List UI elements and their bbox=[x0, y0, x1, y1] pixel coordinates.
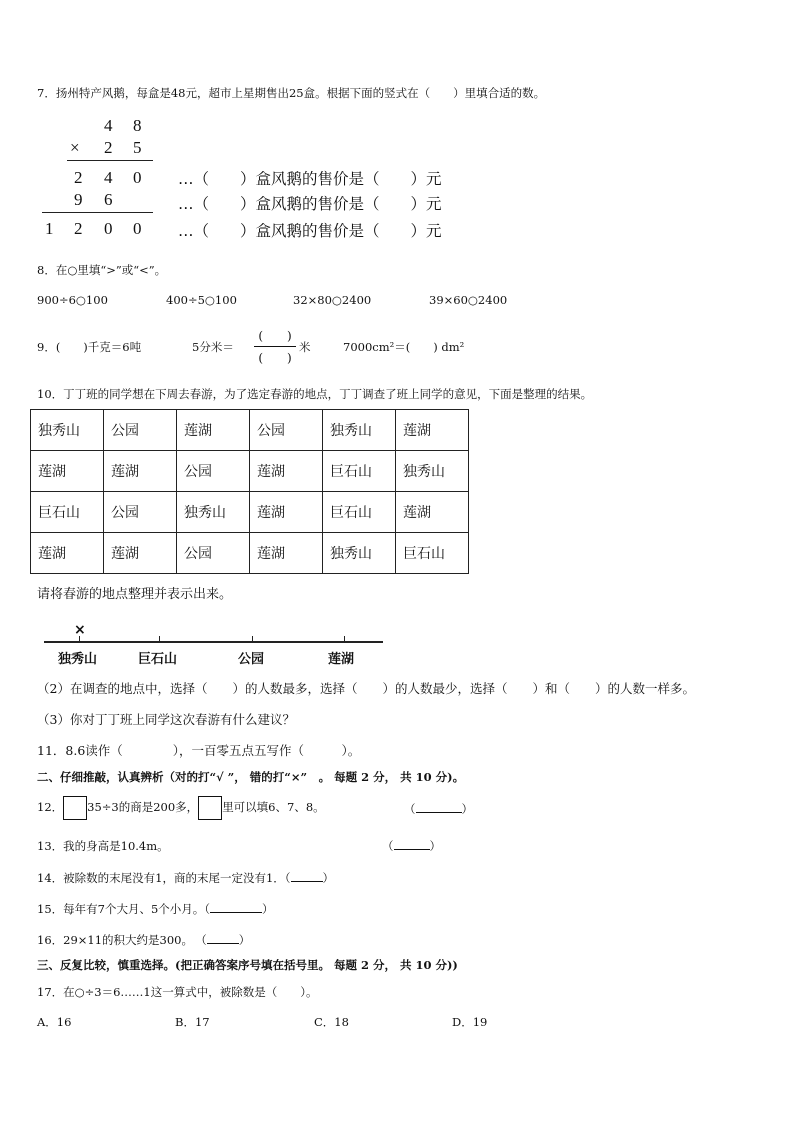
q12 bbox=[37, 796, 325, 820]
option-d[interactable]: D．19 bbox=[452, 1015, 488, 1029]
q9-part1: 9．( )千克＝6吨 bbox=[37, 340, 142, 354]
q13-text: 13．我的身高是10.4m。 bbox=[37, 839, 169, 853]
calc-rule-2 bbox=[42, 212, 153, 213]
paren-open: （ bbox=[201, 933, 207, 947]
answer-blank[interactable] bbox=[210, 899, 262, 913]
answer-box[interactable] bbox=[63, 796, 87, 820]
q8-text: 8．在○里填“>”或“<”。 bbox=[37, 263, 167, 277]
q10-sub2: （2）在调查的地点中，选择（ ）的人数最多，选择（ ）的人数最少，选择（ ）和（ ）的人数一样多。 bbox=[37, 681, 695, 696]
q14 bbox=[37, 868, 334, 887]
digit: 9 bbox=[74, 190, 83, 209]
survey-table bbox=[30, 409, 469, 574]
paren-close: ） bbox=[262, 902, 274, 916]
table-cell: 巨石山 bbox=[396, 533, 469, 574]
paren-close: ） bbox=[322, 871, 335, 885]
q12-answer bbox=[404, 799, 473, 818]
section-2-heading: 二、仔细推敲，认真辨析（对的打“√ ”， 错的打“×” 。 每题 2 分， 共 10 分)。 bbox=[37, 770, 465, 784]
digit: 2 bbox=[74, 168, 83, 187]
table-cell: 独秀山 bbox=[323, 533, 396, 574]
axis-label: 公园 bbox=[238, 652, 265, 667]
section-3-heading: 三、反复比较，慎重选择。(把正确答案序号填在括号里。 每题 2 分， 共 10 分)) bbox=[37, 958, 458, 972]
fraction-numerator: ( ) bbox=[258, 329, 292, 343]
table-cell: 莲湖 bbox=[250, 492, 323, 533]
digit: 4 bbox=[104, 116, 113, 135]
q10-text: 10．丁丁班的同学想在下周去春游，为了选定春游的地点，丁丁调查了班上同学的意见，下面是整理的结果。 bbox=[37, 387, 593, 401]
table-cell: 公园 bbox=[250, 410, 323, 451]
q10-sub3: （3）你对丁丁班上同学这次春游有什么建议？ bbox=[37, 712, 295, 727]
q8-item: 400÷5○100 bbox=[166, 293, 237, 307]
q16 bbox=[37, 930, 250, 949]
answer-blank[interactable] bbox=[207, 930, 239, 944]
answer-blank[interactable] bbox=[394, 836, 430, 850]
option-a[interactable]: A．16 bbox=[37, 1015, 72, 1029]
q11-text: 11．8.6读作（ ），一百零五点五写作（ ）。 bbox=[37, 743, 361, 758]
fraction bbox=[252, 327, 298, 367]
paren-open: （ bbox=[284, 871, 291, 885]
q9-part2-post: 米 bbox=[299, 340, 311, 354]
table-row bbox=[31, 492, 469, 533]
q16-text: 16．29×11的积大约是300。 bbox=[37, 933, 193, 947]
table-row bbox=[31, 533, 469, 574]
axis-line bbox=[44, 641, 383, 643]
table-cell: 莲湖 bbox=[31, 533, 104, 574]
calc-rule-1 bbox=[67, 160, 153, 161]
digit: 0 bbox=[133, 219, 142, 238]
digit: 2 bbox=[74, 219, 83, 238]
digit: 2 bbox=[104, 138, 113, 157]
table-cell: 公园 bbox=[177, 533, 250, 574]
q9-part2-pre: 5分米＝ bbox=[192, 340, 234, 354]
paren-close: ） bbox=[238, 933, 251, 947]
digit: 0 bbox=[104, 219, 113, 238]
fraction-denominator: ( ) bbox=[258, 351, 292, 365]
times-sign: × bbox=[70, 138, 80, 157]
table-cell: 巨石山 bbox=[31, 492, 104, 533]
table-cell: 莲湖 bbox=[250, 451, 323, 492]
paren-open: （ bbox=[204, 902, 211, 916]
table-cell: 独秀山 bbox=[323, 410, 396, 451]
table-cell: 莲湖 bbox=[31, 451, 104, 492]
paren-open: （ bbox=[404, 802, 416, 816]
q9-part3: 7000cm²＝( ) dm² bbox=[343, 340, 465, 354]
table-cell: 公园 bbox=[177, 451, 250, 492]
answer-blank[interactable] bbox=[416, 799, 462, 813]
table-cell: 独秀山 bbox=[177, 492, 250, 533]
axis-tick bbox=[159, 636, 160, 642]
axis-label: 莲湖 bbox=[328, 652, 355, 667]
table-row bbox=[31, 410, 469, 451]
paren-close: ） bbox=[429, 839, 441, 853]
digit: 4 bbox=[104, 168, 113, 187]
axis-tick bbox=[252, 636, 253, 642]
q15 bbox=[37, 899, 274, 918]
paren-open: （ bbox=[382, 839, 394, 853]
table-cell: 莲湖 bbox=[177, 410, 250, 451]
q7-text: 7．扬州特产风鹅，每盒是48元，超市上星期售出25盒。根据下面的竖式在（ ）里填合适的数。 bbox=[37, 86, 546, 100]
axis-mark: × bbox=[74, 622, 86, 638]
option-c[interactable]: C．18 bbox=[314, 1015, 349, 1029]
option-b[interactable]: B．17 bbox=[175, 1015, 210, 1029]
q8-item: 32×80○2400 bbox=[293, 293, 372, 307]
fraction-bar bbox=[254, 346, 296, 347]
table-cell: 莲湖 bbox=[396, 410, 469, 451]
digit: 0 bbox=[133, 168, 142, 187]
table-cell: 公园 bbox=[104, 492, 177, 533]
table-cell: 公园 bbox=[104, 410, 177, 451]
q15-text: 15．每年有7个大月、5个小月。 bbox=[37, 902, 205, 916]
axis-label: 巨石山 bbox=[138, 652, 178, 667]
table-cell: 独秀山 bbox=[396, 451, 469, 492]
q12-mid: 35÷3的商是200多， bbox=[87, 800, 199, 814]
digit: 6 bbox=[104, 190, 113, 209]
q12-post: 里可以填6、7、8。 bbox=[222, 800, 325, 814]
axis-label: 独秀山 bbox=[58, 652, 98, 667]
table-cell: 莲湖 bbox=[250, 533, 323, 574]
q17-text: 17．在○÷3＝6……1这一算式中，被除数是（ ）。 bbox=[37, 985, 318, 999]
table-cell: 巨石山 bbox=[323, 492, 396, 533]
table-row bbox=[31, 451, 469, 492]
q8-item: 39×60○2400 bbox=[429, 293, 508, 307]
table-cell: 巨石山 bbox=[323, 451, 396, 492]
q8-item: 900÷6○100 bbox=[37, 293, 108, 307]
answer-blank[interactable] bbox=[291, 868, 323, 882]
calc-note-1: …（ ）盒风鹅的售价是（ ）元 bbox=[178, 170, 442, 188]
paren-close: ） bbox=[461, 802, 473, 816]
table-cell: 莲湖 bbox=[396, 492, 469, 533]
q13-answer bbox=[382, 836, 441, 855]
axis-tick bbox=[79, 636, 80, 642]
digit: 1 bbox=[45, 219, 54, 238]
q14-text: 14．被除数的末尾没有1，商的末尾一定没有1． bbox=[37, 871, 285, 885]
answer-box[interactable] bbox=[198, 796, 222, 820]
digit: 8 bbox=[133, 116, 142, 135]
table-cell: 独秀山 bbox=[31, 410, 104, 451]
digit: 5 bbox=[133, 138, 142, 157]
calc-note-2: …（ ）盒风鹅的售价是（ ）元 bbox=[178, 195, 442, 213]
q10-instruction: 请将春游的地点整理并表示出来。 bbox=[37, 587, 233, 602]
axis-tick bbox=[344, 636, 345, 642]
calc-note-3: …（ ）盒风鹅的售价是（ ）元 bbox=[178, 222, 442, 240]
table-cell: 莲湖 bbox=[104, 451, 177, 492]
table-cell: 莲湖 bbox=[104, 533, 177, 574]
q12-prefix: 12． bbox=[37, 800, 64, 814]
